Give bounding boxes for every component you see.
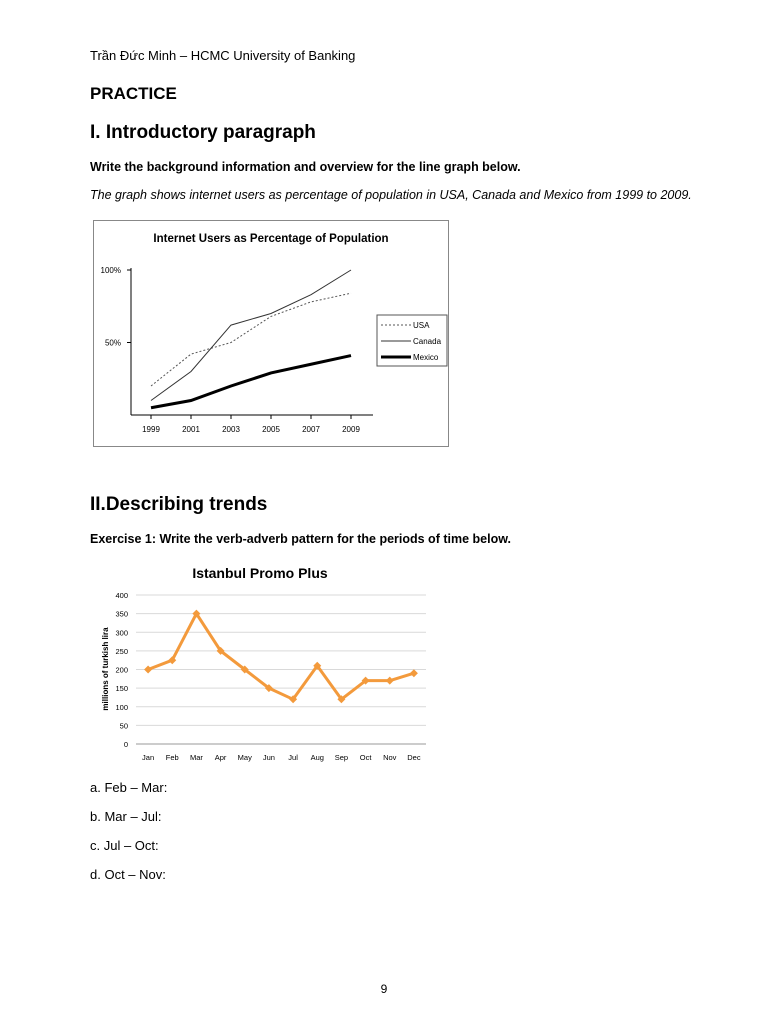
data-point-jan — [144, 666, 152, 674]
x-tick-label: 2003 — [222, 425, 240, 434]
x-tick-label: Feb — [165, 753, 179, 762]
page-header: Trần Đức Minh – HCMC University of Banking — [90, 48, 356, 63]
x-tick-label: Apr — [214, 753, 227, 762]
x-tick-label: Jul — [288, 753, 298, 762]
series-line-mexico — [151, 356, 351, 408]
internet-users-chart — [93, 220, 449, 447]
question-c: c. Jul – Oct: — [90, 838, 159, 853]
section-1-instruction: Write the background information and overview for the line graph below. — [90, 160, 521, 174]
series-line — [148, 614, 414, 700]
data-point-nov — [386, 677, 394, 685]
legend-label-mexico: Mexico — [413, 353, 439, 362]
x-tick-label: Jan — [142, 753, 155, 762]
y-tick-label: 0 — [123, 740, 128, 749]
x-tick-label: Jun — [262, 753, 275, 762]
y-tick-label: 300 — [115, 628, 128, 638]
graph-description: The graph shows internet users as percentage of population in USA, Canada and Mexico from 1999 to 2009. — [90, 188, 692, 202]
section-1-heading: I. Introductory paragraph — [90, 122, 316, 143]
y-tick-label: 50 — [119, 721, 128, 731]
exercise-1-label: Exercise 1: Write the verb-adverb pattern for the periods of time below. — [90, 532, 511, 546]
series-line-usa — [151, 293, 351, 386]
y-tick-label: 200 — [115, 665, 128, 675]
y-tick-label: 150 — [115, 684, 128, 694]
x-tick-label: Nov — [383, 753, 397, 762]
x-tick-label: 2007 — [302, 425, 320, 434]
y-tick-label: 350 — [115, 609, 128, 619]
chart-title: Istanbul Promo Plus — [192, 565, 328, 581]
question-a: a. Feb – Mar: — [90, 780, 168, 795]
page-number: 9 — [380, 982, 388, 996]
x-tick-label: Dec — [407, 753, 421, 762]
y-tick-label: 100 — [115, 702, 128, 712]
y-axis-label: millions of turkish lira — [101, 627, 110, 711]
question-b: b. Mar – Jul: — [90, 809, 162, 824]
x-tick-label: 2001 — [182, 425, 200, 434]
istanbul-promo-chart — [90, 556, 440, 770]
y-tick-label: 50% — [104, 338, 121, 348]
y-tick-label: 400 — [115, 591, 128, 600]
x-tick-label: Sep — [334, 753, 349, 762]
practice-heading: PRACTICE — [90, 84, 177, 103]
data-point-dec — [410, 669, 418, 677]
x-tick-label: 2009 — [342, 425, 360, 434]
question-d: d. Oct – Nov: — [90, 867, 166, 882]
x-tick-label: Aug — [310, 753, 324, 762]
x-tick-label: Oct — [359, 753, 372, 762]
y-tick-label: 100% — [100, 266, 121, 275]
legend-label-usa: USA — [413, 321, 430, 330]
chart-title: Internet Users as Percentage of Population — [153, 233, 389, 245]
section-2-heading: II.Describing trends — [90, 494, 268, 515]
y-tick-label: 250 — [115, 646, 128, 656]
x-tick-label: Mar — [189, 753, 203, 762]
x-tick-label: May — [237, 753, 252, 762]
x-tick-label: 1999 — [142, 425, 160, 434]
x-tick-label: 2005 — [262, 425, 280, 434]
legend-label-canada: Canada — [413, 337, 442, 346]
